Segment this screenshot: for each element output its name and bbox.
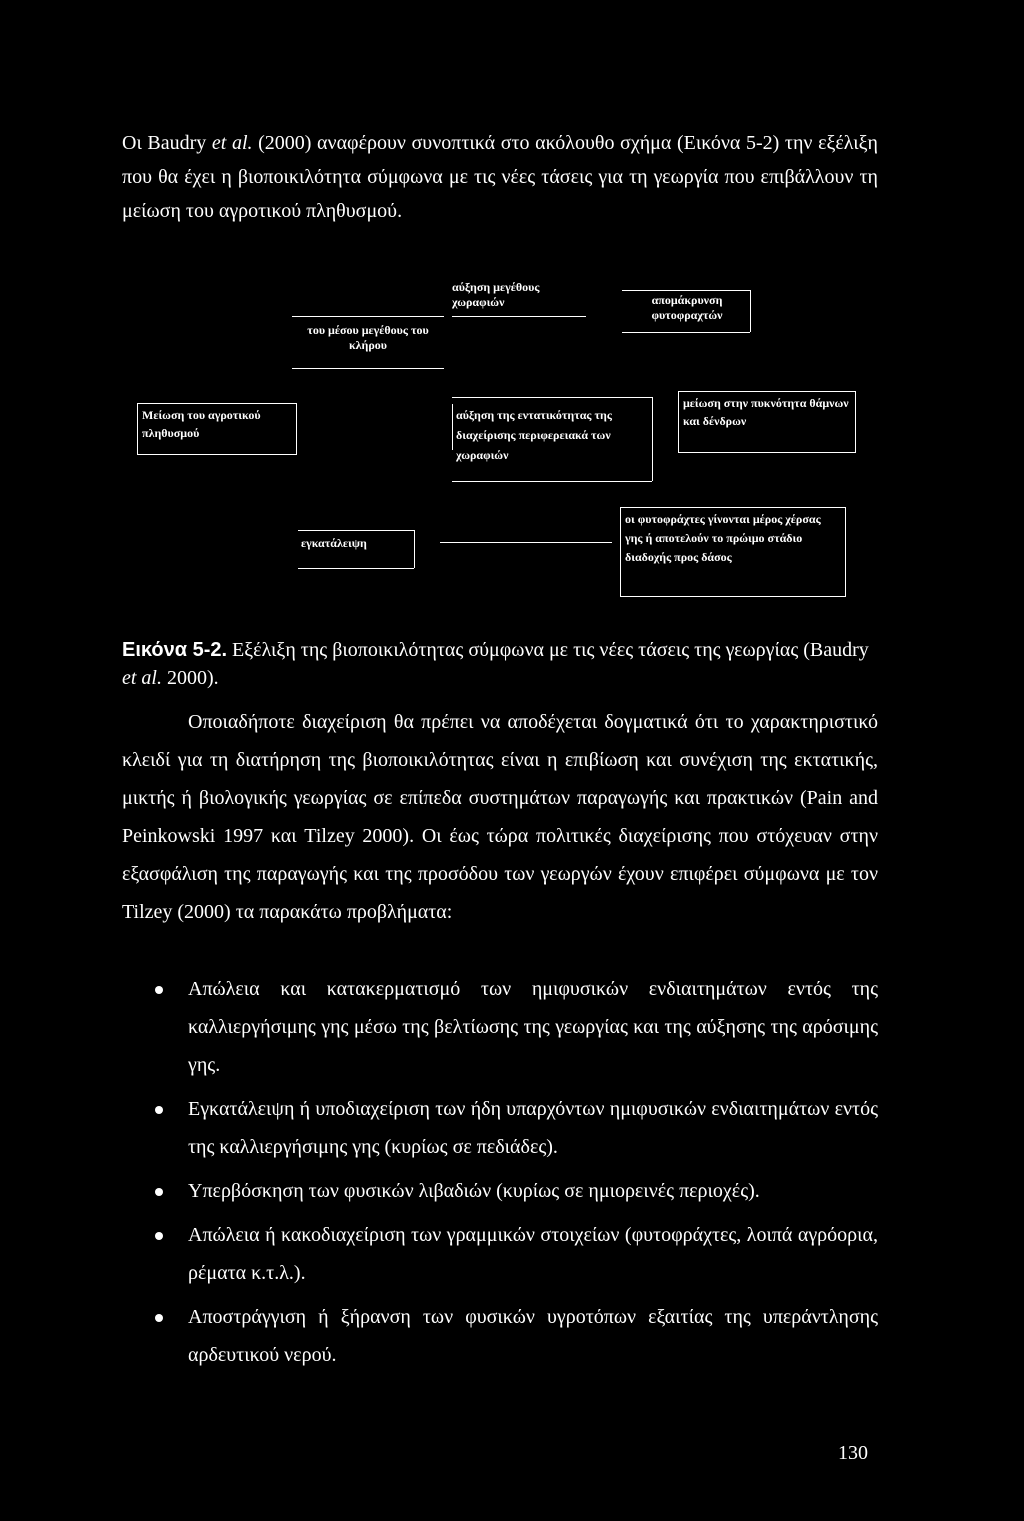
node-density-text: μείωση στην πυκνότητα θάμνων και δένδρων bbox=[683, 396, 849, 428]
list-item-text: Απώλεια ή κακοδιαχείριση των γραμμικών στοιχείων (φυτοφράχτες, λοιπά αγρόορια, ρέματα κ.τ.λ.). bbox=[188, 1224, 878, 1284]
figure-caption bbox=[122, 636, 882, 692]
connector bbox=[452, 404, 453, 450]
page-number: 130 bbox=[838, 1442, 868, 1464]
list-item bbox=[122, 970, 878, 1084]
connector bbox=[452, 316, 586, 317]
problems-list bbox=[122, 970, 878, 1380]
bullet-icon bbox=[155, 1188, 163, 1196]
intro-text-rest: (2000) αναφέρουν συνοπτικά στο ακόλουθο σχήμα (Εικόνα 5-2) την εξέλιξη που θα έχει η βιοποικιλότητα σύμφωνα με τις νέες τάσεις για τη γεωργία που επιβάλλουν τη μείωση του αγροτικού πληθυσμού. bbox=[122, 132, 878, 222]
caption-year: 2000). bbox=[162, 667, 219, 689]
connector bbox=[652, 397, 653, 481]
connector bbox=[750, 290, 751, 332]
list-item-text: Αποστράγγιση ή ξήρανση των φυσικών υγροτόπων εξαιτίας της υπεράντλησης αρδευτικού νερού. bbox=[188, 1306, 878, 1366]
node-population-decline-text: Μείωση του αγροτικού πληθυσμού bbox=[142, 408, 261, 440]
list-item-text: Απώλεια και κατακερματισμό των ημιφυσικών ενδιαιτημάτων εντός της καλλιεργήσιμης γης μέσω της βελτίωσης της γεωργίας και της αύξησης της αρόσιμης γης. bbox=[188, 978, 878, 1076]
node-farm-size: αύξηση μεγέθους χωραφιών bbox=[452, 280, 540, 309]
node-mid-size: του μέσου μεγέθους του κλήρου bbox=[307, 323, 429, 352]
node-population-decline bbox=[137, 403, 297, 455]
caption-label: Εικόνα 5-2. bbox=[122, 639, 228, 661]
node-intensity: αύξηση της εντατικότητας της διαχείρισης περιφερειακά των χωραφιών bbox=[456, 408, 612, 462]
bullet-icon bbox=[155, 1106, 163, 1114]
connector-arrow bbox=[440, 542, 612, 543]
node-succession bbox=[620, 507, 846, 597]
body-paragraph: Οποιαδήποτε διαχείριση θα πρέπει να αποδέχεται δογματικά ότι το χαρακτηριστικό κλειδί για τη διατήρηση της βιοποικιλότητας είναι η επιβίωση και συνέχιση της εκτατικής, μικτής ή βιολογικής γεωργίας σε επίπεδα συστημάτων παραγωγής και πρακτικών (Pain and Peinkowski 1997 και Tilzey 2000). Οι έως τώρα πολιτικές διαχείρισης που στόχευαν στην εξασφάλιση της παραγωγής και της προσόδου των γεωργών έχουν επιφέρει σύμφωνα με τον Tilzey (2000) τα παρακάτω προβλήματα: bbox=[122, 711, 878, 923]
caption-et-al: et al. bbox=[122, 667, 162, 689]
connector bbox=[298, 530, 414, 531]
intro-paragraph bbox=[122, 126, 878, 228]
bullet-icon bbox=[155, 1232, 163, 1240]
connector bbox=[452, 397, 652, 398]
connector bbox=[452, 481, 652, 482]
connector bbox=[414, 530, 415, 568]
connector bbox=[292, 316, 444, 317]
list-item-text: Εγκατάλειψη ή υποδιαχείριση των ήδη υπαρχόντων ημιφυσικών ενδιαιτημάτων εντός της καλλιεργήσιμης γης (κυρίως σε πεδιάδες). bbox=[188, 1098, 878, 1158]
intro-et-al: et al. bbox=[211, 132, 253, 154]
connector bbox=[622, 290, 750, 291]
node-density bbox=[678, 391, 856, 453]
connector bbox=[298, 568, 414, 569]
list-item bbox=[122, 1090, 878, 1166]
node-abandonment: εγκατάλειψη bbox=[301, 536, 367, 550]
node-succession-text: οι φυτοφράχτες γίνονται μέρος χέρσας γης ή αποτελούν το πρώιμο στάδιο διαδοχής προς δάσος bbox=[625, 512, 821, 564]
list-item-text: Υπερβόσκηση των φυσικών λιβαδιών (κυρίως σε ημιορεινές περιοχές). bbox=[188, 1180, 760, 1202]
list-item bbox=[122, 1298, 878, 1374]
node-hedgerow-removal: απομάκρυνση φυτοφραχτών bbox=[651, 293, 723, 322]
caption-text: Εξέλιξη της βιοποικιλότητας σύμφωνα με τις νέες τάσεις της γεωργίας (Baudry bbox=[227, 639, 869, 661]
bullet-icon bbox=[155, 1314, 163, 1322]
intro-text-start: Οι Baudry bbox=[122, 132, 212, 154]
bullet-icon bbox=[155, 986, 163, 994]
list-item bbox=[122, 1172, 878, 1210]
connector bbox=[292, 368, 444, 369]
connector bbox=[622, 332, 750, 333]
list-item bbox=[122, 1216, 878, 1292]
